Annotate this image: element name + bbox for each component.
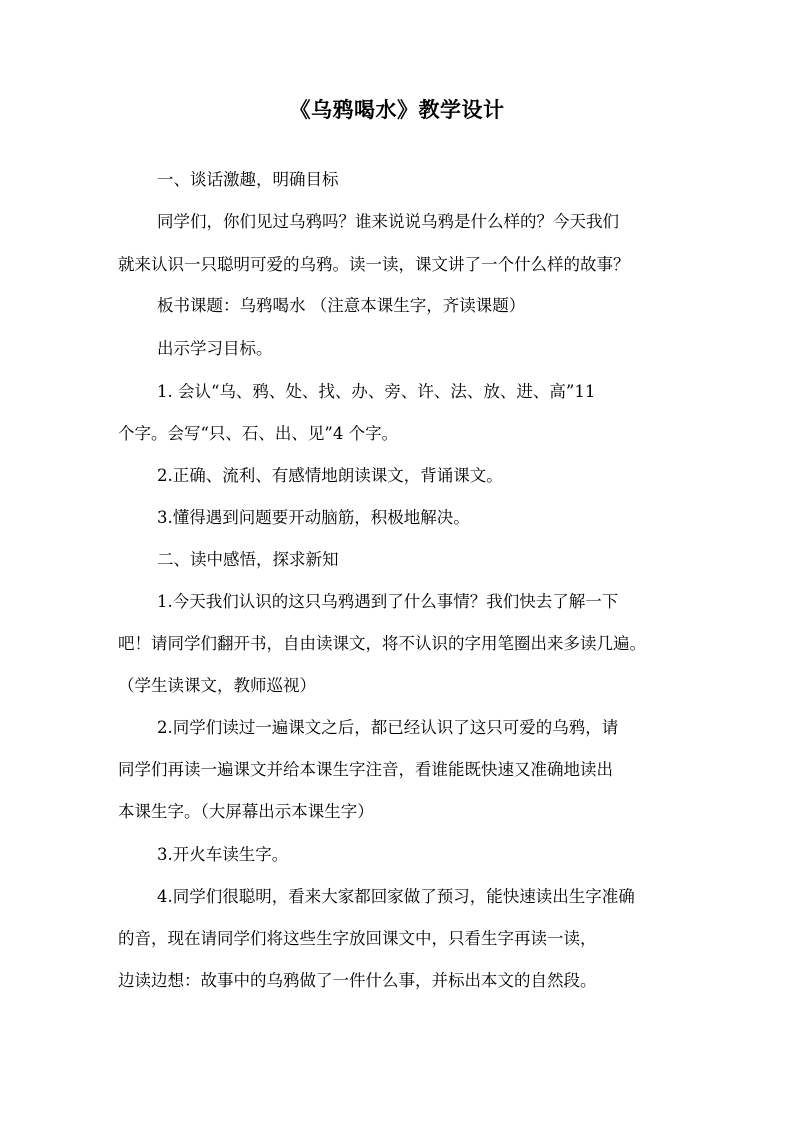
- paragraph-line: 出示学习目标。: [157, 339, 273, 358]
- paragraph-line: 个字。会写“只、石、出、见”4 个字。: [118, 424, 399, 443]
- section-heading-2: 二、读中感悟，探求新知: [157, 550, 339, 569]
- paragraph-line: 同学们再读一遍课文并给本课生字注音，看谁能既快速又准确地读出: [118, 760, 613, 779]
- paragraph-line: 2.正确、流利、有感情地朗读课文，背诵课文。: [157, 466, 503, 485]
- document-title: 《乌鸦喝水》教学设计: [289, 97, 505, 122]
- paragraph-line: 板书课题：乌鸦喝水 （注意本课生字，齐读课题）: [157, 296, 526, 315]
- paragraph-line: 2.同学们读过一遍课文之后，都已经认识了这只可爱的乌鸦，请: [157, 718, 619, 737]
- paragraph-line: 3.懂得遇到问题要开动脑筋，积极地解决。: [157, 508, 470, 527]
- paragraph-line: 就来认识一只聪明可爱的乌鸦。读一读，课文讲了一个什么样的故事？: [118, 255, 630, 274]
- paragraph-line: （学生读课文，教师巡视）: [118, 676, 316, 695]
- paragraph-line: 同学们，你们见过乌鸦吗？谁来说说乌鸦是什么样的？今天我们: [157, 212, 619, 231]
- paragraph-line: 吧！请同学们翻开书，自由读课文，将不认识的字用笔圈出来多读几遍。: [118, 634, 646, 653]
- paragraph-line: 边读边想：故事中的乌鸦做了一件什么事，并标出本文的自然段。: [118, 971, 597, 990]
- paragraph-line: 1. 会认“乌、鸦、处、找、办、旁、许、法、放、进、高”11: [157, 382, 596, 401]
- paragraph-line: 1.今天我们认识的这只乌鸦遇到了什么事情？我们快去了解一下: [157, 592, 619, 611]
- paragraph-line: 3.开火车读生字。: [157, 845, 289, 864]
- paragraph-line: 本课生字。（大屏幕出示本课生字）: [118, 802, 374, 821]
- section-heading-1: 一、谈话激趣，明确目标: [157, 170, 339, 189]
- paragraph-line: 4.同学们很聪明，看来大家都回家做了预习，能快速读出生字准确: [157, 887, 635, 906]
- paragraph-line: 的音，现在请同学们将这些生字放回课文中，只看生字再读一读，: [118, 929, 597, 948]
